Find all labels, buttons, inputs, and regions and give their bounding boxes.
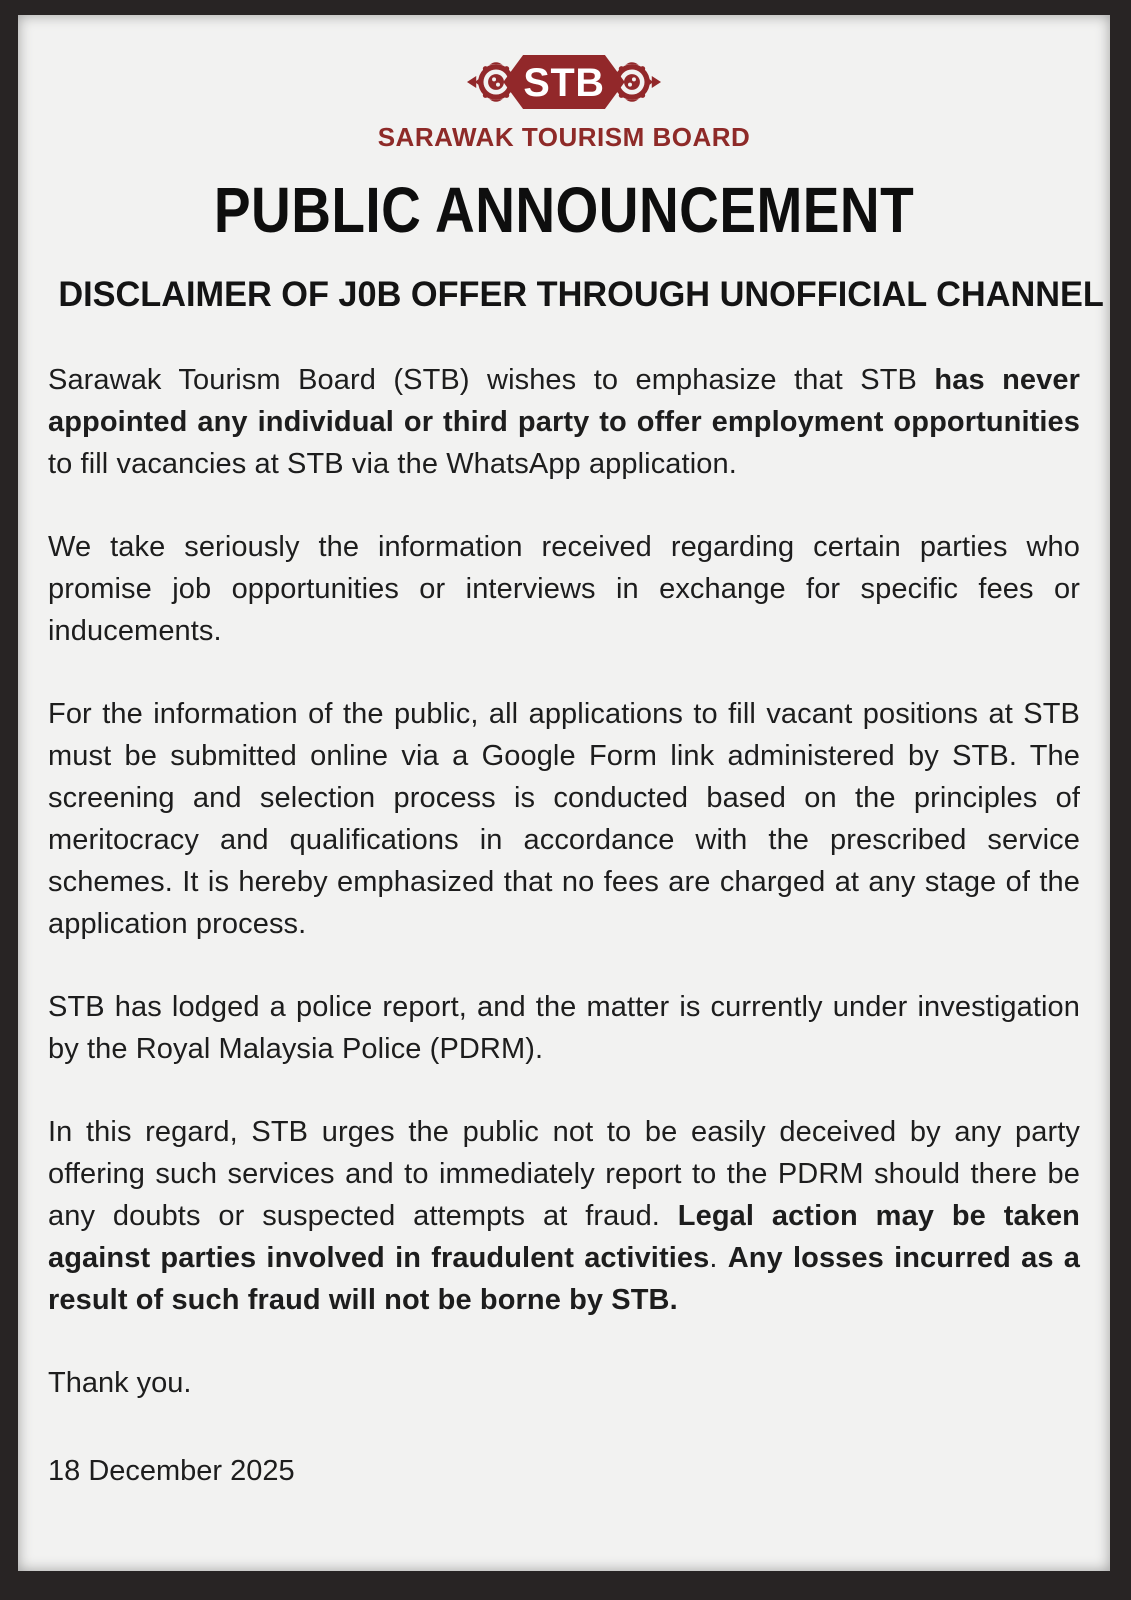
announcement-paragraph <box>48 693 1080 945</box>
body-text: to fill vacancies at STB via the WhatsApp application. <box>48 447 737 480</box>
page-subtitle: DISCLAIMER OF J0B OFFER THROUGH UNOFFICIAL CHANNEL <box>58 275 1104 315</box>
body-text: In this regard, STB urges the public not to be easily deceived by any party offering such services and to immediately report to the PDRM should there be any doubts or suspected attempts at fraud. <box>48 1115 1080 1232</box>
announcement-paragraph <box>48 359 1080 485</box>
announcement-date: 18 December 2025 <box>48 1454 295 1487</box>
closing-text: Thank you. <box>48 1366 192 1399</box>
org-name: SARAWAK TOURISM BOARD <box>377 122 751 152</box>
announcement-paragraph <box>48 986 1080 1070</box>
logo-text: STB <box>523 60 605 105</box>
body-text: . <box>709 1241 728 1274</box>
announcement-page <box>18 15 1110 1571</box>
announcement-paragraph <box>48 1111 1080 1321</box>
page-title: PUBLIC ANNOUNCEMENT <box>213 174 915 246</box>
body-text: For the information of the public, all applications to fill vacant positions at STB must be submitted online via a Google Form link administered by STB. The screening and selection process is conducted based on the principles of meritocracy and qualifications in accordance with the prescribed service schemes. It is hereby emphasized that no fees are charged at any stage of the application process. <box>48 697 1080 940</box>
emphasized-text: Legal action may be taken against parties involved in fraudulent activities <box>48 1199 1080 1274</box>
stb-logo-icon <box>464 49 664 115</box>
body-text: Sarawak Tourism Board (STB) wishes to emphasize that STB <box>48 363 935 396</box>
logo-block <box>48 49 1080 153</box>
emphasized-text: Any losses incurred as a result of such fraud will not be borne by STB. <box>48 1241 1080 1316</box>
announcement-paragraph <box>48 526 1080 652</box>
announcement-body <box>48 359 1080 1321</box>
emphasized-text: has never appointed any individual or third party to offer employment opportunities <box>48 363 1080 438</box>
body-text: We take seriously the information received regarding certain parties who promise job opportunities or interviews in exchange for specific fees or inducements. <box>48 530 1080 647</box>
body-text: STB has lodged a police report, and the matter is currently under investigation by the Royal Malaysia Police (PDRM). <box>48 990 1080 1065</box>
